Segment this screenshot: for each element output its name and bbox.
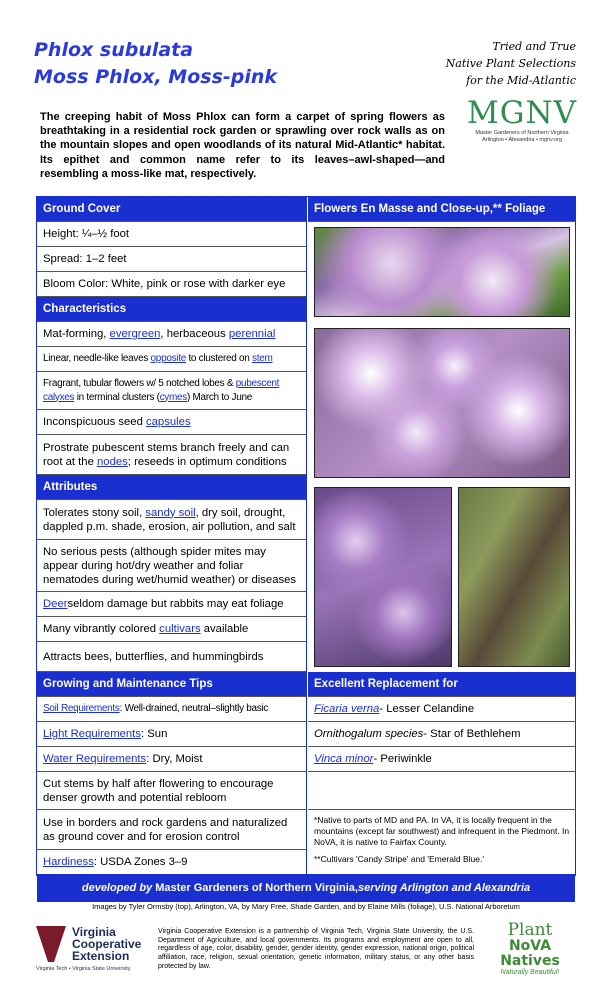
tip-row: Use in borders and rock gardens and naturalized as ground cover and for erosion control xyxy=(37,810,306,850)
link-perennial[interactable]: perennial xyxy=(228,328,276,340)
developed-by-band xyxy=(37,874,575,902)
text: : Sun xyxy=(140,728,168,740)
text: Tolerates stony soil, xyxy=(43,506,146,519)
scientific-name: Phlox subulata xyxy=(34,39,194,61)
attr-row xyxy=(37,617,306,642)
text-block xyxy=(43,441,300,469)
image-credits: Images by Tyler Ormsby (top), Arlington, VA, by Mary Free, Shade Garden, and by Elaine Mills (foliage), U.S. National Arboretum xyxy=(92,902,520,911)
link-water-requirements[interactable]: Water Requirements xyxy=(43,753,147,765)
text: Fragrant, tubular flowers w/ 5 notched lobes & xyxy=(43,377,236,389)
text: Ornithogalum species xyxy=(314,728,424,740)
text: Inconspicuous seed xyxy=(43,416,143,428)
bloom-row: Bloom Color: White, pink or rose with darker eye xyxy=(37,272,306,297)
pnn-top: Plant xyxy=(507,920,553,940)
char-row xyxy=(37,435,306,475)
legal-notice: Virginia Cooperative Extension is a partnership of Virginia Tech, Virginia State University, the U.S. Department of Agriculture, and local governments. Its programs and employment are open to all, regardless of age, color, disability, gender, gender identity, gender expression, national origin, political affiliation, race, religion, sexual orientation, genetic information, military status, or any other basis protected by law. xyxy=(158,928,474,970)
section-header-characteristics: Characteristics xyxy=(37,297,306,322)
right-column xyxy=(308,197,576,875)
tip-row xyxy=(37,850,306,874)
link-hardiness[interactable]: Hardiness xyxy=(43,856,94,868)
tip-row xyxy=(37,697,306,722)
link-stem[interactable]: stem xyxy=(252,353,273,364)
link-capsules[interactable]: capsules xyxy=(146,416,191,428)
section-header-growing: Growing and Maintenance Tips xyxy=(37,672,306,697)
logo-line: Arlington • Alexandria • mgnv.org xyxy=(482,137,562,143)
text: ) March to June xyxy=(187,391,252,403)
photo-close-up xyxy=(314,328,570,478)
logo-line: Master Gardeners of Northern Virginia xyxy=(475,130,569,136)
plant-nova-natives-logo xyxy=(480,922,580,976)
link-pubescent-calyxes[interactable]: pubescent calyxes xyxy=(43,377,280,403)
text: in terminal clusters ( xyxy=(74,391,160,403)
attr-row: Attracts bees, butterflies, and hummingbirds xyxy=(37,642,306,672)
height-row: Height: ¼–½ foot xyxy=(37,222,306,247)
text: ; reseeds in optimum conditions xyxy=(127,455,287,468)
link-cymes[interactable]: cymes xyxy=(159,391,188,403)
vce-line: Cooperative xyxy=(72,937,142,951)
tagline xyxy=(446,38,576,89)
tip-row: Cut stems by half after flowering to encourage denser growth and potential rebloom xyxy=(37,772,306,810)
replacement-row xyxy=(308,722,576,747)
text: - Star of Bethlehem xyxy=(423,728,521,740)
char-row xyxy=(37,347,306,372)
char-row xyxy=(37,322,306,347)
link-ficaria-verna[interactable]: Ficaria verna xyxy=(314,703,380,715)
replacement-row xyxy=(308,697,576,722)
common-name: Moss Phlox, Moss-pink xyxy=(34,66,278,88)
section-header-flowers: Flowers En Masse and Close-up,** Foliage xyxy=(308,197,576,222)
left-column xyxy=(37,197,307,875)
vce-mark-icon xyxy=(36,926,66,962)
text: , dry soil, drought, dappled p.m. shade, erosion, air pollution, and salt xyxy=(43,506,296,533)
text: to clustered on xyxy=(188,353,250,364)
intro-paragraph: The creeping habit of Moss Phlox can form a carpet of spring flowers as breathtaking in a residential rock garden or sprawling over rock walls as on the mountain slopes and open woodlands of its natural Mid-Atlantic* habitat. Its epithet and common name refer to its leaves–awl-shaped—and resembling a moss-like mat, respectively. xyxy=(40,111,445,180)
text: - Periwinkle xyxy=(373,753,432,765)
text: : Dry, Moist xyxy=(146,753,203,765)
text: Master Gardeners of Northern Virginia, xyxy=(155,882,358,894)
tip-row xyxy=(37,722,306,747)
vce-line: Virginia xyxy=(72,925,116,939)
link-deer[interactable]: Deer xyxy=(43,598,68,610)
native-note: *Native to parts of MD and PA. In VA, it is locally frequent in the mountains (except far southwest) and infrequent in the Piedmont. In NoVA, it is native to Fairfax County. xyxy=(314,815,570,847)
text: - Lesser Celandine xyxy=(379,703,475,715)
text: serving Arlington and Alexandria xyxy=(357,882,531,894)
vce-line: Extension xyxy=(72,949,130,963)
photo-foliage xyxy=(458,487,570,667)
link-cultivars[interactable]: cultivars xyxy=(159,623,201,635)
link-sandy-soil[interactable]: sandy soil xyxy=(145,506,196,519)
photo-en-masse xyxy=(314,227,570,317)
text: Many vibrantly colored xyxy=(43,623,157,635)
text: Mat-forming, xyxy=(43,328,107,340)
attr-row: No serious pests (although spider mites may appear during hot/dry weather and foliar nematodes during wet/humid weather) or diseases xyxy=(37,540,306,592)
text: available xyxy=(203,623,249,635)
tagline-line: Tried and True xyxy=(492,40,576,53)
char-row xyxy=(37,372,306,410)
plant-title xyxy=(34,37,277,91)
text-block xyxy=(43,377,300,405)
replacement-row xyxy=(308,747,576,772)
pnn-tag: Naturally Beautiful! xyxy=(500,969,560,976)
section-header-ground-cover: Ground Cover xyxy=(37,197,306,222)
replacement-row-empty xyxy=(308,772,576,810)
photo-cultivar xyxy=(314,487,452,667)
mgnv-logo xyxy=(462,96,582,144)
link-light-requirements[interactable]: Light Requirements xyxy=(43,728,141,740)
section-header-replacement: Excellent Replacement for xyxy=(308,672,576,697)
tip-row xyxy=(37,747,306,772)
text: developed by xyxy=(81,882,153,894)
tagline-line: for the Mid-Atlantic xyxy=(466,74,576,87)
attr-row xyxy=(37,500,306,540)
logo-word: MGNV xyxy=(466,95,578,131)
text: Linear, needle-like leaves xyxy=(43,353,149,364)
link-soil-requirements[interactable]: Soil Requirements xyxy=(43,703,120,714)
char-row xyxy=(37,410,306,435)
vce-name xyxy=(72,926,141,962)
vce-sub: Virginia Tech • Virginia State University xyxy=(36,966,131,972)
link-evergreen[interactable]: evergreen xyxy=(109,328,161,340)
text: , herbaceous xyxy=(160,328,226,340)
text: Prostrate pubescent stems branch freely and can root at the xyxy=(43,441,290,468)
link-nodes[interactable]: nodes xyxy=(97,455,128,468)
link-opposite[interactable]: opposite xyxy=(150,353,186,364)
text: : Well-drained, neutral–slightly basic xyxy=(119,703,269,714)
text-block xyxy=(43,506,300,534)
attr-row xyxy=(37,592,306,617)
link-vinca-minor[interactable]: Vinca minor xyxy=(314,753,374,765)
cultivar-note: **Cultivars 'Candy Stripe' and 'Emerald Blue.' xyxy=(314,854,484,864)
text: : USDA Zones 3–9 xyxy=(93,856,188,868)
spread-row: Spread: 1–2 feet xyxy=(37,247,306,272)
section-header-attributes: Attributes xyxy=(37,475,306,500)
text: seldom damage but rabbits may eat foliage xyxy=(67,598,284,610)
pnn-bot: NoVA Natives xyxy=(500,938,560,969)
tagline-line: Native Plant Selections xyxy=(445,57,576,70)
fact-grid xyxy=(36,196,576,894)
